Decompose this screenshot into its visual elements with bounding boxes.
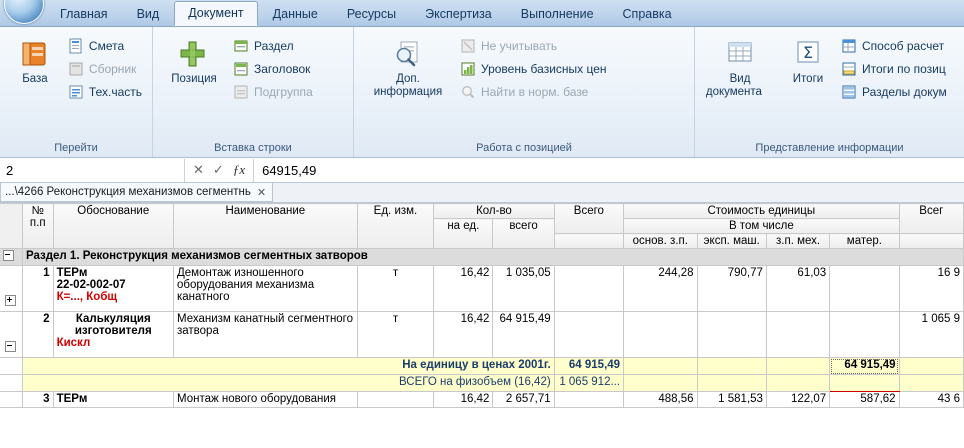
table-row[interactable] — [0, 266, 964, 312]
ribbon-group-perejti — [0, 27, 152, 157]
row-unit: т — [357, 312, 434, 358]
row-unit: т — [357, 266, 434, 312]
row-gutter[interactable] — [0, 392, 22, 408]
row-justification — [53, 266, 173, 312]
button-tehchast[interactable] — [64, 80, 146, 103]
row-name: Механизм канатный сегментного затвора — [173, 312, 357, 358]
button-razdely-dokumenta[interactable] — [837, 80, 951, 103]
row-justification-line2: 22-02-002-07 — [56, 279, 126, 291]
header-eksp-mash[interactable]: эксп. маш. — [697, 234, 766, 249]
formula-input[interactable]: 64915,49 — [262, 162, 317, 178]
button-razdel[interactable] — [229, 34, 317, 57]
row-justification-line2: изготовителя — [74, 325, 152, 337]
header-total-sub — [554, 234, 623, 249]
selected-cell[interactable]: 64 915,49 — [830, 358, 899, 375]
header-all[interactable]: Всег — [899, 204, 963, 234]
calc-method-icon — [841, 38, 857, 54]
header-including[interactable]: В том числе — [624, 219, 900, 234]
application-menu-button[interactable] — [0, 0, 46, 26]
ribbon-tab-bar — [0, 0, 964, 27]
row-name: Монтаж нового оборудования — [173, 392, 357, 408]
button-baza-label: База — [22, 73, 48, 85]
ribbon-group-rabota-title: Работа с позицией — [476, 142, 572, 154]
header-mater[interactable]: матер. — [830, 234, 899, 249]
doc-view-icon — [724, 38, 756, 70]
app-orb-icon — [4, 0, 44, 24]
tab-dokument[interactable]: Документ — [174, 1, 257, 26]
button-itogi-po-pozicii[interactable] — [837, 57, 951, 80]
row-osn-zp: 244,28 — [624, 266, 697, 312]
row-unit — [357, 392, 434, 408]
total-row-all — [899, 375, 963, 392]
button-ne-uchityvat[interactable] — [456, 34, 625, 57]
total-row-osn-zp — [624, 358, 697, 375]
header-qty-per-unit[interactable]: на ед. — [434, 219, 493, 249]
totals-by-position-icon — [841, 61, 857, 77]
button-sposob-rascheta-label: Способ расчет — [862, 38, 945, 53]
table-row[interactable] — [0, 312, 964, 358]
button-najti-v-norm-baze-label: Найти в норм. базе — [481, 84, 589, 99]
row-qty-per-unit: 16,42 — [434, 266, 493, 312]
button-najti-v-norm-baze[interactable] — [456, 80, 625, 103]
row-zp-meh: 122,07 — [766, 392, 829, 408]
header-qty-group[interactable]: Кол-во — [434, 204, 554, 219]
row-eksp-mash — [697, 312, 766, 358]
header-justification[interactable]: Обоснование — [53, 204, 173, 249]
ribbon-group-perejti-title: Перейти — [54, 142, 98, 154]
row-no: 2 — [22, 312, 53, 358]
ribbon-group-vstavka-title: Вставка строки — [214, 142, 292, 154]
header-zp-meh[interactable]: з.п. мех. — [766, 234, 829, 249]
total-row-mater — [830, 375, 899, 392]
button-poziciya[interactable] — [159, 34, 229, 86]
total-row[interactable] — [0, 358, 964, 375]
tab-vid[interactable]: Вид — [136, 7, 160, 21]
row-justification — [53, 312, 173, 358]
expand-toggle-icon[interactable] — [5, 295, 16, 306]
button-smeta[interactable] — [64, 34, 146, 57]
row-all: 43 6 — [899, 392, 963, 408]
row-gutter — [0, 358, 22, 375]
total-row-eksp-mash — [697, 375, 766, 392]
row-osn-zp — [624, 312, 697, 358]
row-qty-total: 1 035,05 — [493, 266, 554, 312]
row-gutter[interactable] — [0, 312, 22, 358]
subgroup-icon — [233, 84, 249, 100]
tab-ekspertiza[interactable]: Экспертиза — [425, 7, 492, 21]
row-justification-coef: Кискл — [56, 337, 91, 349]
total-row-value: 1 065 912... — [554, 375, 623, 392]
totals-sigma-icon — [792, 38, 824, 70]
total-row-zp-meh — [766, 375, 829, 392]
row-all: 16 9 — [899, 266, 963, 312]
row-mater — [830, 266, 899, 312]
header-total[interactable]: Всего — [554, 204, 623, 234]
button-vid-dokumenta-label: Вид документа — [705, 73, 766, 98]
row-justification-line1: ТЕРм — [56, 267, 88, 279]
price-level-icon — [460, 61, 476, 77]
cancel-icon[interactable]: ✕ — [193, 162, 204, 177]
button-smeta-label: Смета — [88, 38, 125, 53]
header-col-no-line1: № — [31, 205, 44, 217]
grid-section-row[interactable] — [0, 249, 964, 266]
header-unit[interactable]: Ед. изм. — [357, 204, 434, 249]
button-itogi-label: Итоги — [792, 73, 824, 85]
row-justification: ТЕРм — [53, 392, 173, 408]
button-sbornik[interactable] — [64, 57, 146, 80]
button-baza[interactable] — [6, 34, 64, 86]
fx-icon[interactable]: ƒx — [232, 162, 246, 177]
row-osn-zp: 488,56 — [624, 392, 697, 408]
button-podgruppa[interactable] — [229, 80, 317, 103]
estimate-icon — [68, 38, 84, 54]
formula-bar — [0, 158, 964, 183]
total-row-label: На единицу в ценах 2001г. — [22, 358, 554, 375]
position-plus-icon — [178, 38, 210, 70]
grid-gutter-header — [0, 204, 22, 249]
tab-vypolnenie[interactable]: Выполнение — [520, 7, 594, 21]
collection-icon — [68, 61, 84, 77]
row-gutter[interactable] — [0, 266, 22, 312]
section-icon — [233, 38, 249, 54]
close-icon[interactable]: ✕ — [256, 186, 267, 199]
tab-dannye[interactable]: Данные — [272, 7, 318, 21]
section-row-title: Раздел 1. Реконструкция механизмов сегментных затворов — [22, 249, 963, 266]
tech-part-icon — [68, 84, 84, 100]
ribbon-group-predstavlenie-title: Представление информации — [755, 142, 904, 154]
estimate-grid[interactable] — [0, 203, 964, 448]
header-unit-cost-group[interactable]: Стоимость единицы — [624, 204, 900, 219]
table-row[interactable] — [0, 392, 964, 408]
row-mater: 587,62 — [830, 392, 899, 408]
total-row-zp-meh — [766, 358, 829, 375]
header-qty-total[interactable]: всего — [493, 219, 554, 249]
header-name[interactable]: Наименование — [173, 204, 357, 249]
tab-spravka[interactable]: Справка — [622, 7, 672, 21]
row-mater — [830, 312, 899, 358]
document-tab-label: ...\4266 Реконструкция механизмов сегментнь — [5, 186, 251, 198]
ribbon — [0, 27, 964, 158]
button-itogi-po-pozicii-label: Итоги по позиц — [862, 61, 946, 76]
tab-resursy[interactable]: Ресурсы — [346, 7, 397, 21]
total-row-all — [899, 358, 963, 375]
tab-glavnaya[interactable]: Главная — [60, 7, 108, 21]
row-qty-total: 2 657,71 — [493, 392, 554, 408]
row-gutter — [0, 375, 22, 392]
row-zp-meh: 61,03 — [766, 266, 829, 312]
button-podgruppa-label: Подгруппа — [254, 84, 313, 99]
collapse-toggle-icon[interactable] — [5, 341, 16, 352]
button-itogi[interactable] — [779, 34, 837, 86]
button-zagolovok[interactable] — [229, 57, 317, 80]
grid-header-row-1 — [0, 204, 964, 219]
document-tab-bar — [0, 183, 964, 203]
header-col-no[interactable] — [22, 204, 53, 249]
button-vid-dokumenta[interactable] — [701, 34, 779, 99]
button-razdely-dokumenta-label: Разделы докум — [862, 84, 947, 99]
collapse-toggle-icon[interactable] — [3, 250, 14, 261]
row-eksp-mash: 790,77 — [697, 266, 766, 312]
row-no: 3 — [22, 392, 53, 408]
header-col-no-line2: п.п — [29, 217, 46, 229]
total-row[interactable] — [0, 375, 964, 392]
name-box[interactable]: 2 — [0, 159, 185, 182]
button-uroven-bazisnyh-cen[interactable] — [456, 57, 625, 80]
database-icon — [19, 38, 51, 70]
exclude-icon — [460, 38, 476, 54]
header-all-sub — [899, 234, 963, 249]
header-osn-zp[interactable]: основ. з.п. — [624, 234, 697, 249]
button-sbornik-label: Сборник — [88, 61, 137, 76]
row-total — [554, 392, 623, 408]
button-razdel-label: Раздел — [254, 38, 294, 53]
button-poziciya-label: Позиция — [171, 73, 217, 85]
grid-table — [0, 203, 964, 408]
document-tab[interactable] — [0, 183, 273, 202]
accept-icon[interactable]: ✓ — [212, 162, 224, 177]
formula-bar-buttons — [185, 159, 254, 182]
row-qty-per-unit: 16,42 — [434, 392, 493, 408]
row-justification-coef: К=..., Кобщ — [56, 291, 118, 303]
button-dop-informaciya[interactable] — [360, 34, 456, 99]
section-row-gutter[interactable] — [0, 249, 22, 266]
row-justification-line1: Калькуляция — [75, 313, 151, 325]
button-tehchast-label: Тех.часть — [88, 84, 142, 99]
row-qty-per-unit: 16,42 — [434, 312, 493, 358]
find-in-base-icon — [460, 84, 476, 100]
button-sposob-rascheta[interactable] — [837, 34, 951, 57]
row-total — [554, 312, 623, 358]
button-dop-informaciya-label: Доп. информация — [373, 73, 443, 98]
total-row-osn-zp — [624, 375, 697, 392]
row-total — [554, 266, 623, 312]
row-name: Демонтаж изношенного оборудования механизма канатного — [173, 266, 357, 312]
row-zp-meh — [766, 312, 829, 358]
total-row-eksp-mash — [697, 358, 766, 375]
row-eksp-mash: 1 581,53 — [697, 392, 766, 408]
row-qty-total: 64 915,49 — [493, 312, 554, 358]
button-ne-uchityvat-label: Не учитывать — [481, 38, 558, 53]
header-icon — [233, 61, 249, 77]
doc-sections-icon — [841, 84, 857, 100]
button-uroven-bazisnyh-cen-label: Уровень базисных цен — [481, 61, 607, 76]
total-row-label: ВСЕГО на физобъем (16,42) — [22, 375, 554, 392]
svg-text:Σ: Σ — [802, 43, 814, 62]
ribbon-group-rabota-s-poziciej — [353, 27, 694, 157]
button-zagolovok-label: Заголовок — [254, 61, 311, 76]
row-no: 1 — [22, 266, 53, 312]
ribbon-group-predstavlenie-informacii — [694, 27, 964, 157]
magnifier-doc-icon — [392, 38, 424, 70]
total-row-value: 64 915,49 — [554, 358, 623, 375]
ribbon-group-vstavka-stroki — [152, 27, 353, 157]
row-all: 1 065 9 — [899, 312, 963, 358]
